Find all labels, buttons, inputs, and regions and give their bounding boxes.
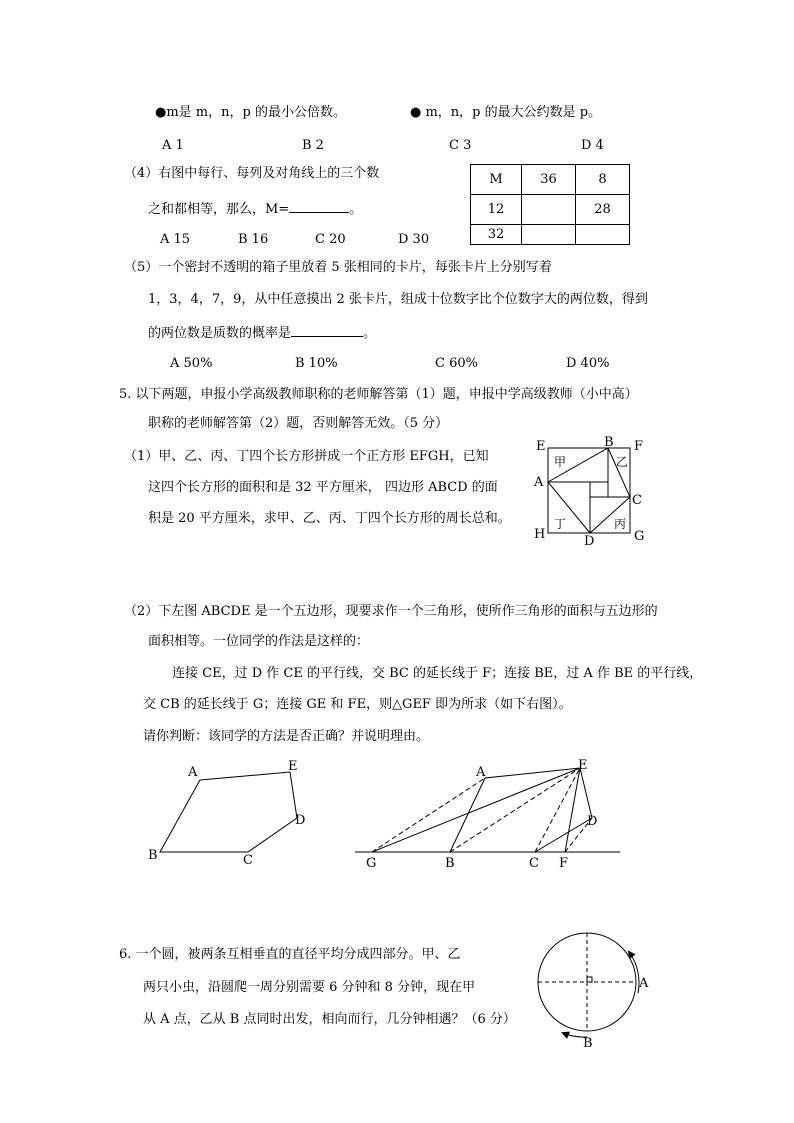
q6-line1: 6. 一个圆，被两条互相垂直的直径平均分成四部分。甲、乙 xyxy=(119,947,461,962)
grid-cell xyxy=(522,195,576,225)
q6-line2: 两只小虫，沿圆爬一周分别需要 6 分钟和 8 分钟，现在甲 xyxy=(143,980,476,995)
q5-p1-line2: 这四个长方形的面积和是 32 平方厘米， 四边形 ABCD 的面 xyxy=(148,480,498,495)
option-p-gcd: ● m，n，p 的最大公约数是 p。 xyxy=(410,105,602,120)
q5-p2-line1: （2）下左图 ABCDE 是一个五边形，现要求作一个三角形，使所作三角形的面积与五边形的 xyxy=(124,604,658,619)
pentagon-abcde-figure xyxy=(140,755,320,875)
construction-label-b: B xyxy=(445,856,455,871)
construction-gef-figure xyxy=(350,755,630,875)
q4-4-line2-text: 之和都相等，那么，M= xyxy=(148,202,290,217)
circle-figure xyxy=(525,925,665,1050)
q4-4-line2 xyxy=(148,200,362,218)
label-c: C xyxy=(632,493,642,508)
q4-5-line1: （5）一个密封不透明的箱子里放着 5 张相同的卡片，每张卡片上分别写着 xyxy=(124,260,552,275)
q4-5-line3-text: 的两位数是质数的概率是 xyxy=(148,326,292,341)
label-b: B xyxy=(604,435,614,450)
choice-c: C 3 xyxy=(449,138,472,153)
choice-d: D 4 xyxy=(581,138,604,153)
label-jia: 甲 xyxy=(554,455,567,469)
q6-line3: 从 A 点，乙从 B 点同时出发，相向而行，几分钟相遇？（6 分） xyxy=(143,1012,516,1027)
answer-blank-probability[interactable] xyxy=(291,324,363,337)
construction-label-g: G xyxy=(366,856,377,871)
label-a: A xyxy=(534,475,544,490)
choice-a: A 1 xyxy=(162,138,184,153)
pentagon-label-e: E xyxy=(288,759,298,774)
q5-p2-line4: 交 CB 的延长线于 G；连接 GE 和 FE，则△GEF 即为所求（如下右图）。 xyxy=(143,697,572,712)
choice-b: B 2 xyxy=(302,138,324,153)
construction-label-d: D xyxy=(587,814,598,829)
label-d: D xyxy=(584,534,595,549)
arrow-jia xyxy=(629,952,639,993)
pentagon-outline xyxy=(160,772,297,852)
q5-p2-line2: 面积相等。一位同学的作法是这样的： xyxy=(148,634,370,649)
q4-4-choice-b: B 16 xyxy=(238,232,269,247)
label-f: F xyxy=(634,439,644,454)
q5-p2-line5: 请你判断：该同学的方法是否正确？并说明理由。 xyxy=(143,729,430,744)
center-square xyxy=(590,482,608,497)
pentagon-label-a: A xyxy=(188,765,198,780)
grid-cell xyxy=(522,225,576,245)
grid-cell: 28 xyxy=(576,195,630,225)
q4-5-choice-d: D 40% xyxy=(566,356,610,371)
pentagon-label-b: B xyxy=(148,848,158,863)
grid-cell: 8 xyxy=(576,165,630,195)
q4-4-choice-c: C 20 xyxy=(315,232,346,247)
right-angle-mark xyxy=(587,977,592,982)
circle-label-b: B xyxy=(583,1036,593,1051)
construction-label-e: E xyxy=(578,758,588,773)
pentagon-label-c: C xyxy=(243,853,253,868)
grid-cell: M xyxy=(471,165,522,195)
dashed-ce xyxy=(535,768,580,852)
magic-square-grid xyxy=(470,164,630,245)
answer-blank-m[interactable] xyxy=(289,200,349,213)
q5-line2: 职称的老师解答第（2）题，否则解答无效。（5 分） xyxy=(148,416,449,431)
q4-4-choice-d: D 30 xyxy=(398,232,430,247)
grid-cell: 36 xyxy=(522,165,576,195)
label-h: H xyxy=(534,527,546,542)
q5-p1-line3: 积是 20 平方厘米，求甲、乙、丙、丁四个长方形的周长总和。 xyxy=(148,511,511,526)
q4-5-line3 xyxy=(148,324,376,342)
grid-cell: 12 xyxy=(471,195,522,225)
option-m-lcm: ●m是 m，n，p 的最小公倍数。 xyxy=(155,105,346,120)
line-ge xyxy=(372,768,580,852)
label-bing: 丙 xyxy=(614,517,627,531)
pentagon-edges xyxy=(450,768,592,852)
q4-5-choice-b: B 10% xyxy=(295,356,338,371)
q4-4-line1: （4）右图中每行、每列及对角线上的三个数 xyxy=(124,166,380,181)
circle-label-a: A xyxy=(639,976,649,991)
label-g: G xyxy=(634,529,645,544)
construction-label-a: A xyxy=(476,765,486,780)
label-yi: 乙 xyxy=(616,455,629,469)
grid-cell: 32 xyxy=(471,225,522,245)
construction-label-f: F xyxy=(559,856,569,871)
q4-4-choice-a: A 15 xyxy=(160,232,191,247)
label-ding: 丁 xyxy=(554,517,567,531)
grid-cell xyxy=(576,225,630,245)
construction-label-c: C xyxy=(529,856,539,871)
q5-line1: 5. 以下两题，申报小学高级教师职称的老师解答第（1）题，申报中学高级教师（小中高） xyxy=(119,387,638,402)
q4-5-choice-c: C 60% xyxy=(435,356,478,371)
pentagon-label-d: D xyxy=(295,813,306,828)
q4-5-line2: 1，3，4，7，9，从中任意摸出 2 张卡片，组成十位数字比个位数字大的两位数，得到 xyxy=(148,292,648,307)
label-e: E xyxy=(536,439,546,454)
q4-5-choice-a: A 50% xyxy=(170,356,213,371)
q4-5-line3-end: 。 xyxy=(363,326,377,341)
line-fe xyxy=(565,768,580,852)
square-efgh-figure xyxy=(530,432,660,547)
q4-4-line2-end: 。 xyxy=(349,202,363,217)
q5-p2-line3: 连接 CE，过 D 作 CE 的平行线，交 BC 的延长线于 F；连接 BE，过 A 作 BE 的平行线， xyxy=(172,666,703,681)
q5-p1-line1: （1）甲、乙、丙、丁四个长方形拼成一个正方形 EFGH，已知 xyxy=(124,449,489,464)
